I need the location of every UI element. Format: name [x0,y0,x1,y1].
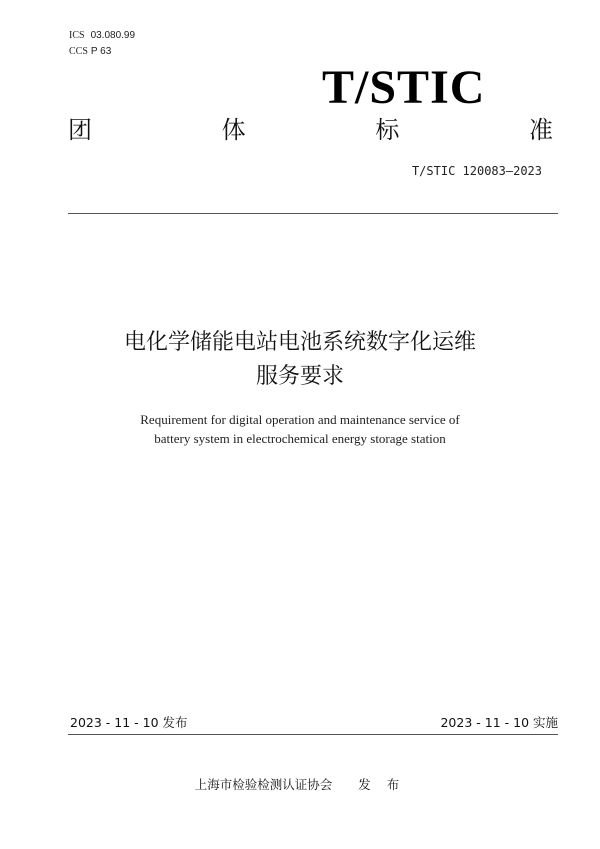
standard-type-char: 标 [375,116,400,144]
ccs-label: CCS [69,46,88,57]
implementation-date: 2023 - 11 - 10 实施 [440,715,558,730]
ccs-classification [69,46,111,58]
document-title-chinese [0,326,600,394]
standard-type-char: 体 [221,116,246,144]
standard-type-char: 团 [68,116,92,144]
standard-number: T/STIC 120083—2023 [411,164,542,178]
header-divider [68,213,558,214]
footer-divider [68,734,558,735]
ics-label: ICS [69,30,85,41]
publisher-name: 上海市检验检测认证协会 [194,777,333,792]
organization-logo: T/STIC [322,61,486,114]
ccs-value: P 63 [90,46,112,57]
title-chinese-line1: 电化学储能电站电池系统数字化运维 [123,330,476,355]
document-title-english [0,410,600,448]
ics-classification [69,30,135,42]
title-english-line1: Requirement for digital operation and maintenance service of [140,412,460,427]
publisher [0,776,600,794]
dates-row [70,714,558,732]
title-chinese-line2: 服务要求 [255,364,344,389]
standard-type-char: 准 [528,116,553,144]
release-date: 2023 - 11 - 10 发布 [70,715,188,730]
title-english-line2: battery system in electrochemical energy storage station [154,431,446,446]
publisher-action: 发 布 [358,777,406,792]
ics-value: 03.080.99 [90,30,136,41]
standard-type [68,113,553,147]
